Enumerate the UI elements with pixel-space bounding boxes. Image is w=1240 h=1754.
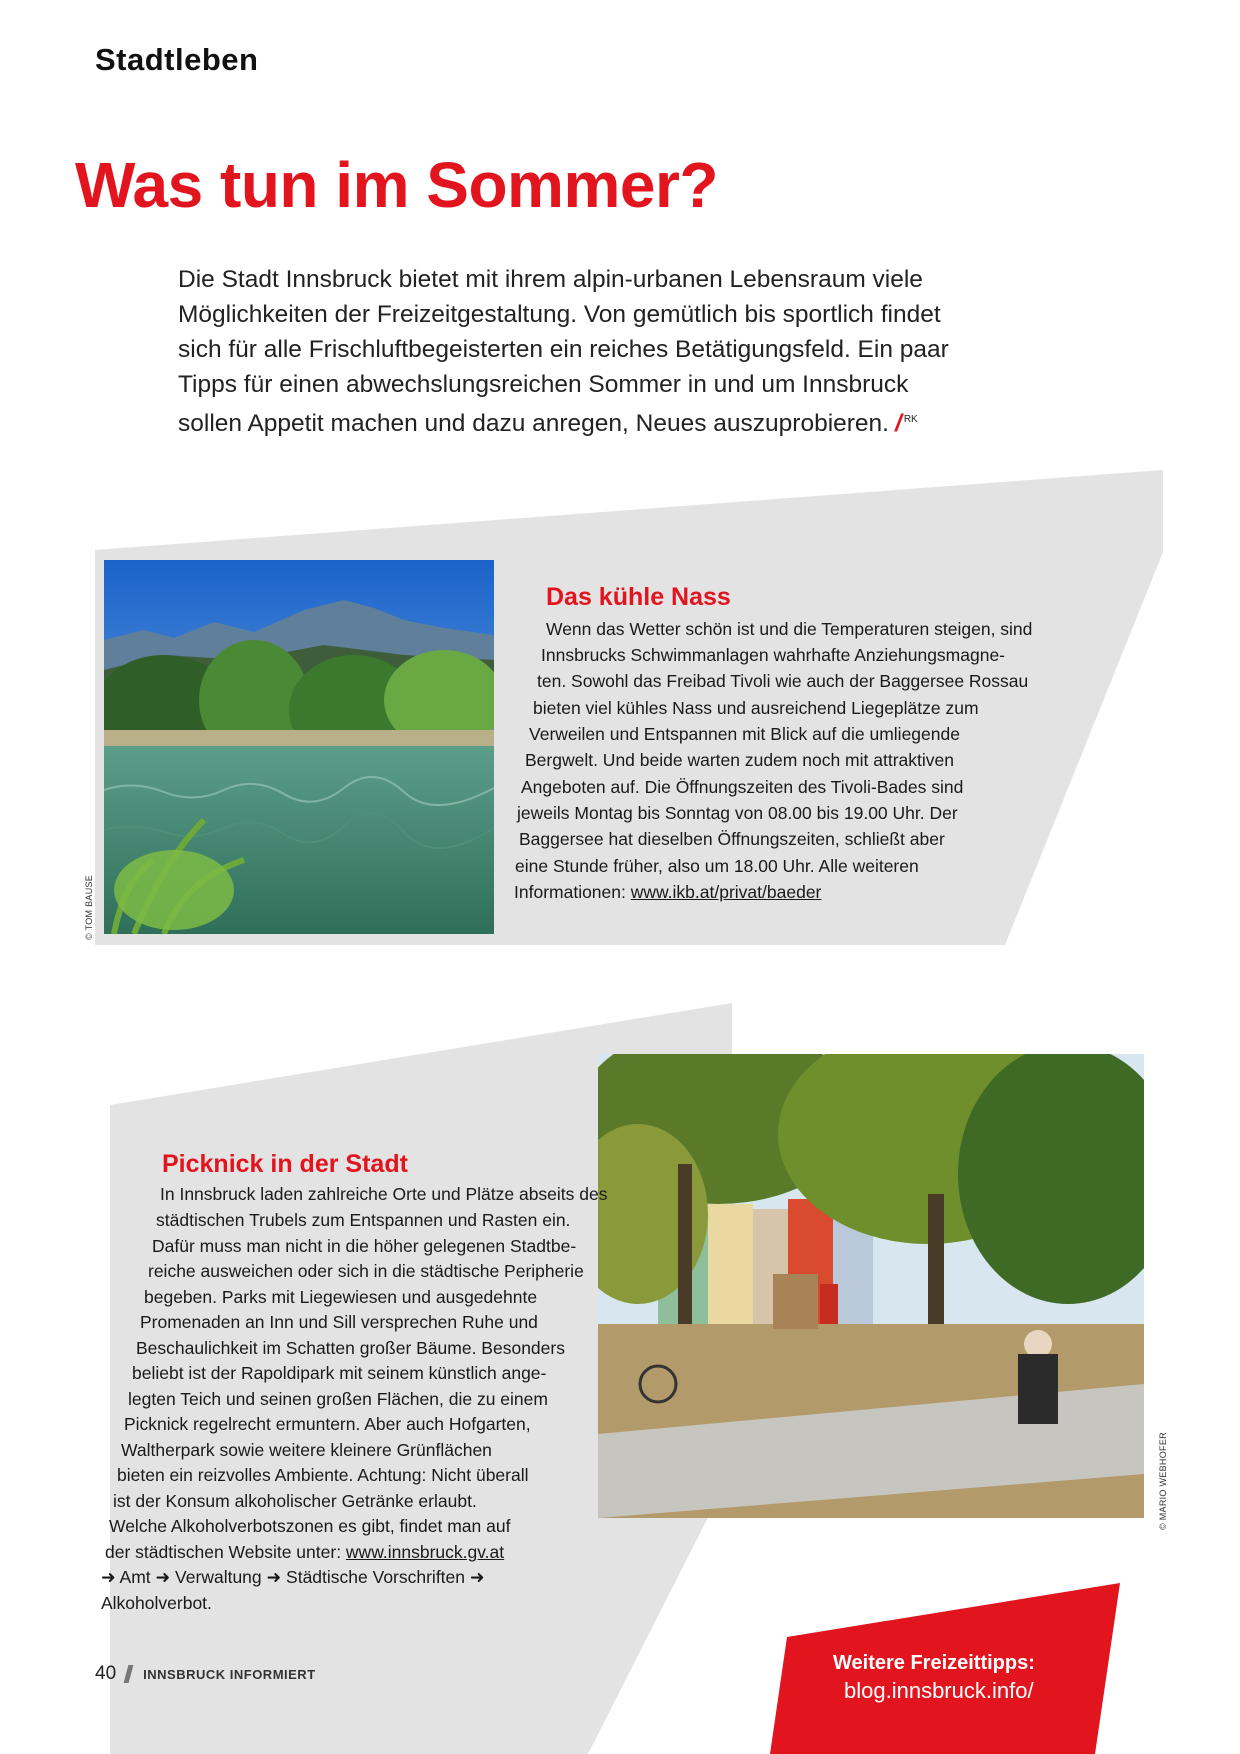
box1-line: Verweilen und Entspannen mit Blick auf die umliegende [529, 724, 960, 744]
box2-line: Waltherpark sowie weitere kleinere Grünflächen [121, 1440, 492, 1460]
box2-line: bieten ein reizvolles Ambiente. Achtung: Nicht überall [117, 1465, 529, 1485]
box1-line: Innsbrucks Schwimmanlagen wahrhafte Anziehungsmagne- [541, 645, 1006, 665]
intro-line-text: sollen Appetit machen und dazu anregen, Neues auszuprobieren. [178, 410, 889, 438]
box2-line: städtischen Trubels zum Entspannen und Rasten ein. [156, 1210, 571, 1230]
intro-line: Möglichkeiten der Freizeitgestaltung. Von gemütlich bis sportlich findet [178, 301, 941, 328]
page-number: 40 [95, 1663, 117, 1684]
page-footer [95, 1663, 316, 1685]
box1-title: Das kühle Nass [546, 583, 731, 611]
box1-line: ten. Sowohl das Freibad Tivoli wie auch der Baggersee Rossau [537, 671, 1029, 691]
lake-photo [104, 560, 494, 934]
box2-line: Welche Alkoholverbotszonen es gibt, findet man auf [109, 1516, 511, 1536]
slash-mark: / [895, 410, 902, 438]
box2-line: begeben. Parks mit Liegewiesen und ausgedehnte [144, 1287, 538, 1307]
box2-line: ist der Konsum alkoholischer Getränke erlaubt. [113, 1491, 477, 1511]
navigation-path-end: Alkoholverbot. [101, 1593, 212, 1613]
box1-line: Baggersee hat dieselben Öffnungszeiten, schließt aber [519, 829, 945, 849]
box2-line: reiche ausweichen oder sich in die städtische Peripherie [148, 1261, 584, 1281]
box1-line: Bergwelt. Und beide warten zudem noch mit attraktiven [525, 750, 954, 770]
promo-link[interactable]: blog.innsbruck.info/ [844, 1678, 1034, 1703]
intro-paragraph [178, 262, 998, 441]
box2-line [105, 1539, 504, 1565]
box2-line: legten Teich und seinen großen Flächen, die zu einem [128, 1389, 548, 1409]
box2-line: In Innsbruck laden zahlreiche Orte und Plätze abseits des [160, 1184, 608, 1204]
box2-line: Dafür muss man nicht in die höher gelegenen Stadtbe- [152, 1236, 577, 1256]
box2-line: Beschaulichkeit im Schatten großer Bäume. Besonders [136, 1338, 565, 1358]
photo-credit: © MARIO WEBHOFER [1158, 1432, 1168, 1530]
navigation-path: ➜ Amt ➜ Verwaltung ➜ Städtische Vorschriften ➜ [101, 1567, 485, 1587]
intro-line [178, 402, 998, 441]
section-label: Stadtleben [95, 42, 259, 77]
park-photo [598, 1054, 1144, 1518]
author-tag: RK [903, 414, 918, 425]
innsbruck-website-link[interactable]: www.innsbruck.gv.at [345, 1542, 505, 1562]
box1-line: Wenn das Wetter schön ist und die Temperaturen steigen, sind [546, 619, 1033, 639]
promo-title: Weitere Freizeittipps: [833, 1652, 1035, 1674]
publication-name: INNSBRUCK INFORMIERT [143, 1666, 316, 1682]
box2-line: beliebt ist der Rapoldipark mit seinem künstlich ange- [132, 1363, 547, 1383]
photo-credit: © TOM BAUSE [84, 874, 94, 940]
baeder-link[interactable]: www.ikb.at/privat/baeder [630, 882, 822, 902]
headline: Was tun im Sommer? [75, 149, 718, 221]
footer-divider [124, 1665, 134, 1683]
box1-line: Angeboten auf. Die Öffnungszeiten des Tivoli-Bades sind [521, 777, 964, 797]
box2-title: Picknick in der Stadt [162, 1150, 408, 1178]
box2-line: Picknick regelrecht ermuntern. Aber auch Hofgarten, [124, 1414, 531, 1434]
intro-line: sich für alle Frischluftbegeisterten ein reiches Betätigungsfeld. Ein paar [178, 336, 949, 363]
box1-line: bieten viel kühles Nass und ausreichend Liegeplätze zum [533, 698, 979, 718]
box1-line [514, 879, 821, 905]
intro-line: Tipps für einen abwechslungsreichen Sommer in und um Innsbruck [178, 371, 909, 398]
box1-line: jeweils Montag bis Sonntag von 08.00 bis 19.00 Uhr. Der [517, 803, 958, 823]
box1-line: eine Stunde früher, also um 18.00 Uhr. Alle weiteren [515, 856, 919, 876]
box2-line: Promenaden an Inn und Sill versprechen Ruhe und [140, 1312, 538, 1332]
box1-link-prefix: Informationen: [514, 882, 631, 902]
intro-line: Die Stadt Innsbruck bietet mit ihrem alpin-urbanen Lebensraum viele [178, 266, 923, 293]
box2-link-prefix: der städtischen Website unter: [105, 1542, 346, 1562]
